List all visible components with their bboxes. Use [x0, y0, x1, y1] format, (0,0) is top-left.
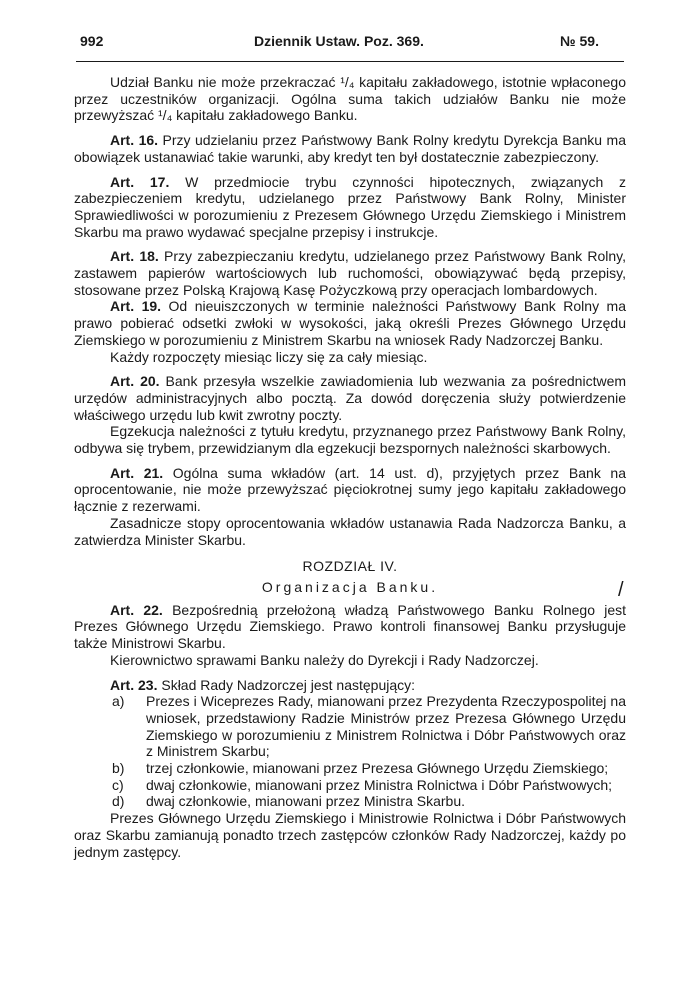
chapter-heading: ROZDZIAŁ IV.	[302, 558, 398, 575]
article-label: Art. 16.	[110, 132, 159, 149]
article-23-paragraph-2: Prezes Głównego Urzędu Ziemskiego i Ministrowie Rolnictwa i Dóbr Państwowych oraz Skarbu zamianują ponadto trzech zastępców członków Rady Nadzorczej, każdy po jednym zastępcy.	[74, 810, 626, 860]
article-19	[74, 298, 626, 348]
paragraph-share-limit: Udział Banku nie może przekraczać ¹/₄ kapitału zakładowego, istotnie wpłaconego przez uczestników organizacji. Ogólna suma takich udziałów Banku nie może przewyższać ¹/₄ kapitału zakładowego Banku.	[74, 74, 626, 124]
list-item-label: a)	[112, 693, 125, 710]
article-21-paragraph-2: Zasadnicze stopy oprocentowania wkładów ustanawia Rada Nadzorcza Banku, a zatwierdza Minister Skarbu.	[74, 514, 626, 548]
chapter-title: Organizacja Banku.	[261, 578, 439, 595]
article-label: Art. 18.	[110, 248, 159, 265]
page-number: 992	[80, 33, 104, 49]
article-text: Od nieuiszczonych w terminie należności Państwowy Bank Rolny ma prawo pobierać odsetki zwłoki w wysokości, jaką określi Prezes Głównego Urzędu Ziemskiego w porozumieniu z Ministrem Skarbu na wniosek Rady Nadzorczej Banku.	[74, 298, 627, 348]
article-text: Przy udzielaniu przez Państwowy Bank Rolny kredytu Dyrekcja Banku ma obowiązek ustanawiać takie warunki, aby kredyt ten był dostatecznie zabezpieczony.	[74, 132, 627, 165]
article-label: Art. 19.	[110, 298, 162, 315]
article-text: Bank przesyła wszelkie zawiadomienia lub wezwania za pośrednictwem urzędów administracyjnych albo pocztą. Za dowód doręczenia służy potwierdzenie właściwego urzędu lub kwit zwrotny poczty.	[74, 373, 627, 423]
article-label: Art. 17.	[110, 173, 170, 190]
article-label: Art. 21.	[110, 464, 164, 481]
article-label: Art. 23.	[110, 676, 158, 693]
issue-number: № 59.	[560, 33, 599, 49]
article-text: Bezpośrednią przełożoną władzą Państwowego Banku Rolnego jest Prezes Głównego Urzędu Ziemskiego. Prawo kontroli finansowej Banku przysługuje także Ministrowi Skarbu.	[74, 601, 627, 652]
article-20	[74, 373, 626, 423]
list-item-label: c)	[112, 776, 124, 793]
list-item-text: Prezes i Wiceprezes Rady, mianowani przez Prezydenta Rzeczypospolitej na wniosek, przedstawiony Radzie Ministrów przez Prezesa Głównego Urzędu Ziemskiego w porozumieniu z Ministrem Rolnictwa i Dóbr Państwowych oraz z Ministrem Skarbu;	[146, 693, 626, 760]
list-item	[112, 793, 626, 810]
article-text: Skład Rady Nadzorczej jest następujący:	[161, 676, 416, 693]
article-17	[74, 174, 626, 241]
article-label: Art. 22.	[110, 601, 163, 618]
document-body	[74, 74, 626, 860]
journal-title: Dziennik Ustaw. Poz. 369.	[254, 33, 424, 49]
article-22	[74, 602, 626, 652]
article-23	[74, 677, 626, 694]
article-19-paragraph-2: Każdy rozpoczęty miesiąc liczy się za cały miesiąc.	[110, 348, 428, 365]
list-item	[112, 777, 626, 794]
article-18	[74, 248, 626, 298]
page-header	[0, 33, 689, 51]
article-22-paragraph-2: Kierownictwo sprawami Banku należy do Dyrekcji i Rady Nadzorczej.	[110, 651, 539, 668]
article-21	[74, 465, 626, 515]
list-item-label: d)	[112, 793, 125, 810]
list-item-text: trzej członkowie, mianowani przez Prezesa Głównego Urzędu Ziemskiego;	[146, 760, 609, 777]
article-20-paragraph-2: Egzekucja należności z tytułu kredytu, przyznanego przez Państwowy Bank Rolny, odbywa się trybem, przewidzianym dla egzekucji bezspornych należności skarbowych.	[74, 423, 626, 457]
list-item	[112, 760, 626, 777]
article-label: Art. 20.	[110, 373, 160, 390]
list-item-label: b)	[112, 760, 125, 777]
list-item-text: dwaj członkowie, mianowani przez Ministra Rolnictwa i Dóbr Państwowych;	[146, 776, 613, 793]
margin-mark: /	[618, 579, 624, 601]
header-rule	[76, 61, 624, 62]
list-item-text: dwaj członkowie, mianowani przez Ministra Skarbu.	[146, 793, 466, 810]
article-text: Ogólna suma wkładów (art. 14 ust. d), przyjętych przez Bank na oprocentowanie, nie może przewyższać pięciokrotnej sumy jego kapitału zakładowego łącznie z rezerwami.	[74, 464, 626, 515]
article-16	[74, 132, 626, 165]
list-item	[112, 693, 626, 760]
article-text: W przedmiocie trybu czynności hipotecznych, związanych z zabezpieczeniem kredytu, udzielanego przez Państwowy Bank Rolny, Minister Sprawiedliwości w porozumieniu z Prezesem Głównego Urzędu Ziemskiego i Ministrem Skarbu ma prawo wydawać specjalne przepisy i instrukcje.	[74, 173, 627, 240]
article-text: Przy zabezpieczaniu kredytu, udzielanego przez Państwowy Bank Rolny, zastawem papierów wartościowych lub ruchomości, obowiązywać będą przepisy, stosowane przez Polską Krajową Kasę Pożyczkową przy operacjach lombardowych.	[74, 248, 626, 298]
